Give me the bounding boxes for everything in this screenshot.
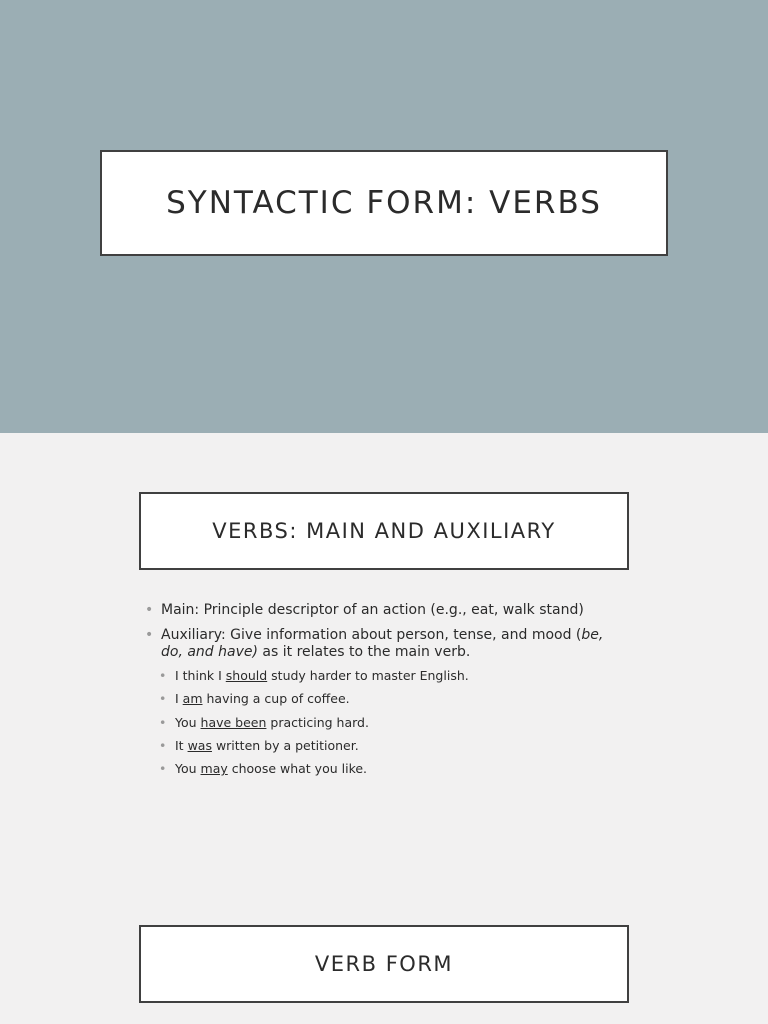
title-slide	[0, 0, 768, 433]
example-item	[145, 715, 625, 730]
example-item	[145, 691, 625, 706]
example-pre: You	[175, 761, 201, 777]
bullet-italic-text: be, do, and have)	[161, 627, 604, 660]
example-verb: am	[182, 691, 203, 707]
title-box	[139, 492, 629, 570]
bullet-list	[145, 602, 625, 784]
example-post: choose what you like.	[227, 761, 368, 777]
bullet-text: as it relates to the main verb.	[257, 644, 471, 660]
example-verb: may	[200, 761, 228, 777]
example-pre: I think I	[175, 668, 226, 683]
example-item	[145, 738, 625, 753]
slide-title: VERB FORM	[314, 952, 454, 976]
example-pre: I	[175, 691, 183, 707]
bullet-auxiliary	[145, 627, 625, 661]
example-pre: It	[175, 737, 188, 753]
example-post: study harder to master English.	[267, 668, 469, 683]
example-post: practicing hard.	[266, 714, 369, 730]
example-verb: should	[225, 668, 268, 683]
example-verb: was	[187, 737, 212, 753]
example-item	[145, 668, 625, 683]
slide-title: SYNTACTIC FORM: VERBS	[166, 185, 602, 221]
bullet-text: Main: Principle descriptor of an action (e.g., eat, walk stand)	[161, 602, 584, 618]
content-slide	[0, 433, 768, 1024]
example-pre: You	[175, 714, 201, 730]
bullet-main	[145, 602, 625, 619]
example-post: having a cup of coffee.	[202, 691, 350, 707]
example-item	[145, 761, 625, 776]
example-post: written by a petitioner.	[211, 737, 359, 753]
title-box	[100, 150, 668, 256]
slide-title: VERBS: MAIN AND AUXILIARY	[212, 519, 556, 543]
bullet-text: Auxiliary: Give information about person, tense, and mood (	[161, 627, 582, 643]
example-list	[145, 668, 625, 776]
sub-bullet-container	[145, 668, 625, 776]
title-box	[139, 925, 629, 1003]
example-verb: have been	[200, 714, 267, 730]
